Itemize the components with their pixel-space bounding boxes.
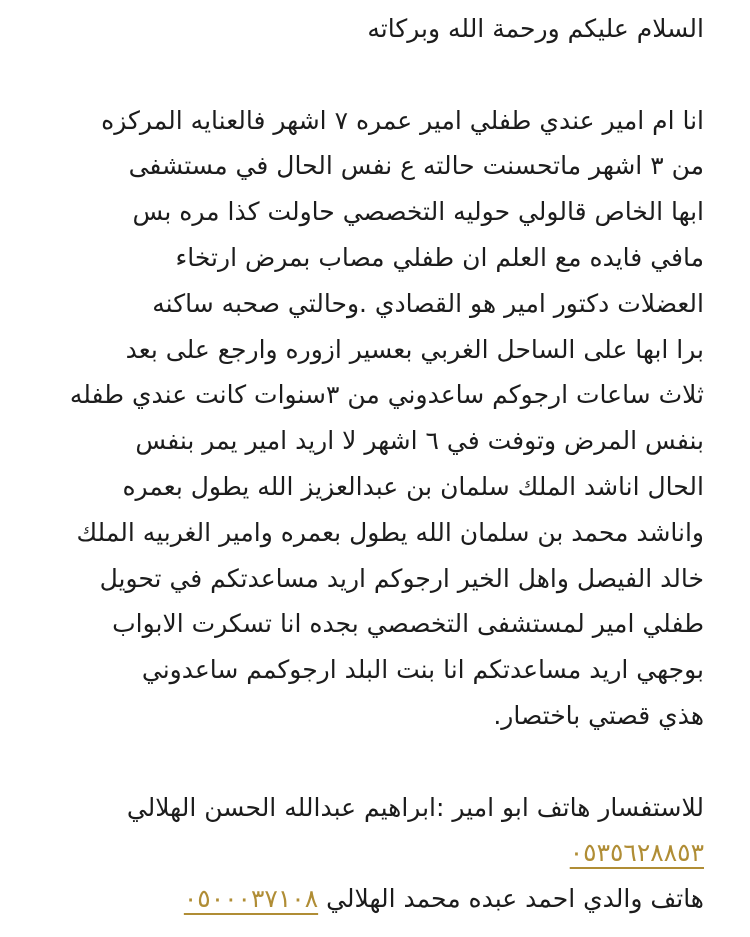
body-line: بوجهي اريد مساعدتكم انا بنت البلد ارجوكمم ساعدوني	[141, 655, 704, 685]
body-line: واناشد محمد بن سلمان الله يطول بعمره وامير الغربيه الملك	[76, 517, 704, 547]
body-line: ثلاث ساعات ارجوكم ساعدوني من ٣سنوات كانت عندي طفله	[69, 380, 704, 410]
body-line: العضلات دكتور امير هو القصادي .وحالتي صحبه ساكنه	[152, 288, 704, 318]
father-phone-link[interactable]: ٠٥٠٠٠٣٧١٠٨	[183, 884, 319, 914]
body-line: خالد الفيصل واهل الخير ارجوكم اريد مساعدتكم في تحويل	[99, 563, 704, 593]
blank-line	[40, 739, 704, 785]
father-contact-line	[40, 876, 704, 922]
body-line: الحال اناشد الملك سلمان بن عبدالعزيز الله يطول بعمره	[122, 471, 704, 501]
inquiry-phone-line	[40, 830, 704, 876]
body-line: هذي قصتي باختصار.	[493, 700, 704, 730]
body-line: مافي فايده مع العلم ان طفلي مصاب بمرض ارتخاء	[175, 242, 704, 272]
greeting-line: السلام عليكم ورحمة الله وبركاته	[367, 14, 704, 43]
note-text	[40, 6, 704, 922]
body-line: انا ام امير عندي طفلي امير عمره ٧ اشهر فالعنايه المركزه	[101, 105, 704, 135]
inquiry-phone-link[interactable]: ٠٥٣٥٦٢٨٨٥٣	[569, 838, 704, 868]
body-line: ابها الخاص قالولي حوليه التخصصي حاولت كذا مره بس	[132, 197, 704, 227]
body-line: بنفس المرض وتوفت في ٦ اشهر لا اريد امير يمر بنفس	[135, 426, 704, 456]
body-line: من ٣ اشهر ماتحسنت حالته ع نفس الحال في مستشفى	[128, 151, 704, 181]
blank-line	[40, 52, 704, 98]
inquiry-line: للاستفسار هاتف ابو امير :ابراهيم عبدالله الحسن الهلالي	[126, 792, 704, 822]
body-line: طفلي امير لمستشفى التخصصي بجده انا تسكرت الابواب	[112, 609, 704, 639]
body-line: برا ابها على الساحل الغربي بعسير ازوره وارجع على بعد	[125, 334, 704, 364]
father-contact-label: هاتف والدي احمد عبده محمد الهلالي	[326, 884, 704, 914]
